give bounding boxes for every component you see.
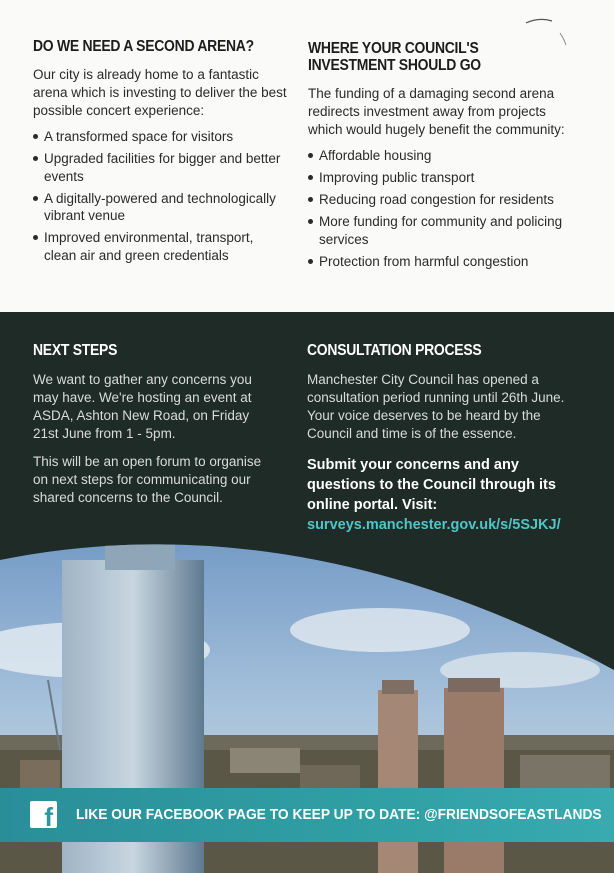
arena-heading: DO WE NEED A SECOND ARENA?	[33, 38, 254, 55]
arena-column	[33, 38, 288, 269]
top-section	[0, 0, 614, 312]
list-item: A transformed space for visitors	[33, 128, 288, 146]
list-item: Protection from harmful congestion	[308, 253, 578, 271]
facebook-banner[interactable]	[0, 788, 614, 842]
investment-heading: WHERE YOUR COUNCIL'S INVESTMENT SHOULD GO	[308, 40, 481, 74]
submit-call-to-action: Submit your concerns and any questions to the Council through its online portal. Visit:	[307, 457, 556, 513]
next-steps-heading: NEXT STEPS	[33, 342, 118, 359]
next-steps-text-2: This will be an open forum to organise on next steps for communicating our shared concerns to the Council.	[33, 454, 262, 505]
facebook-text: LIKE OUR FACEBOOK PAGE TO KEEP UP TO DATE: @FRIENDSOFEASTLANDS	[76, 806, 602, 823]
portal-link[interactable]: surveys.manchester.gov.uk/s/5SJKJ/	[307, 517, 561, 533]
list-item: Reducing road congestion for residents	[308, 191, 578, 209]
list-item: Upgraded facilities for bigger and better events	[33, 150, 288, 185]
consultation-heading: CONSULTATION PROCESS	[307, 342, 482, 359]
list-item: Improved environmental, transport, clean air and green credentials	[33, 229, 288, 264]
list-item: A digitally-powered and technologically vibrant venue	[33, 190, 288, 225]
list-item: Affordable housing	[308, 147, 578, 165]
list-item: More funding for community and policing services	[308, 213, 578, 248]
consultation-text: Manchester City Council has opened a consultation period running until 26th June. Your voice deserves to be heard by the Council and time is of the essence.	[307, 372, 565, 441]
consultation-column	[307, 342, 587, 535]
arena-intro: Our city is already home to a fantastic arena which is investing to deliver the best possible concert experience:	[33, 67, 287, 118]
facebook-icon[interactable]: f	[30, 801, 57, 828]
next-steps-text: We want to gather any concerns you may have. We're hosting an event at ASDA, Ashton New Road, on Friday 21st June from 1 - 5pm.	[33, 372, 252, 441]
arena-list	[33, 128, 288, 264]
investment-intro: The funding of a damaging second arena redirects investment away from projects which would hugely benefit the community:	[308, 86, 565, 137]
investment-column	[308, 40, 578, 275]
list-item: Improving public transport	[308, 169, 578, 187]
next-steps-column	[33, 342, 273, 507]
investment-list	[308, 147, 578, 270]
